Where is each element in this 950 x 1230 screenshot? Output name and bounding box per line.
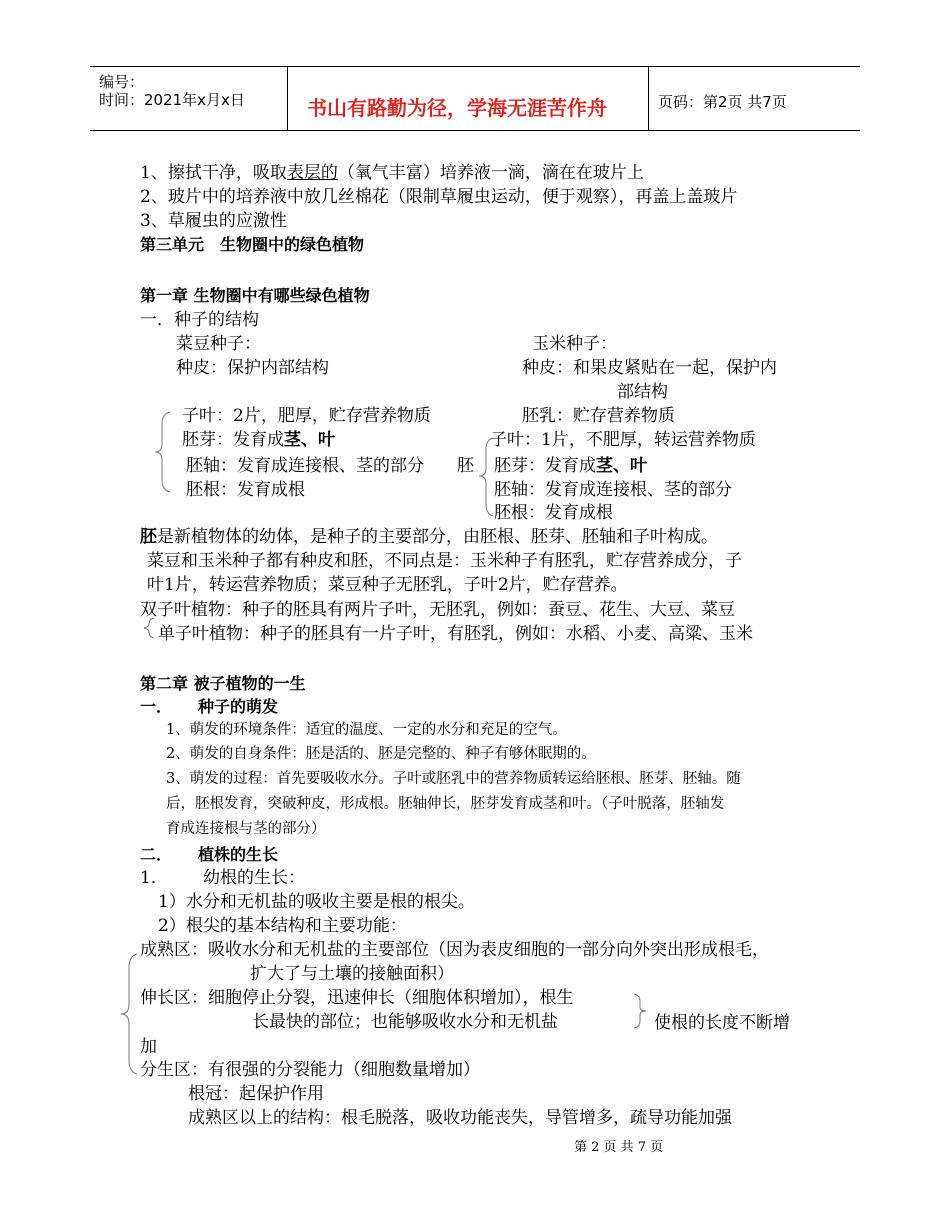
bean-seed-coat: 种皮：保护内部结构 bbox=[176, 358, 329, 378]
header-divider-left bbox=[287, 66, 288, 130]
embryo-definition-bold: 胚 bbox=[140, 527, 157, 547]
chapter1-title: 第一章 生物圈中有哪些绿色植物 bbox=[140, 286, 370, 305]
footer-page-number: 第 2 页 共 7 页 bbox=[574, 1140, 664, 1155]
corn-seed-title: 玉米种子： bbox=[532, 334, 617, 354]
dicot-line: 双子叶植物：种子的胚具有两片子叶，无胚乳，例如：蚕豆、花生、大豆、菜豆 bbox=[140, 600, 735, 620]
root-absorption: 1）水分和无机盐的吸收主要是根的根尖。 bbox=[158, 892, 475, 912]
root-zone-brace bbox=[118, 952, 140, 1076]
intro-line-2: 2、玻片中的培养液中放几丝棉花（限制草履虫运动，便于观察），再盖上盖玻片 bbox=[140, 187, 738, 207]
comparison-line-1: 菜豆和玉米种子都有种皮和胚，不同点是：玉米种子有胚乳，贮存营养成分，子 bbox=[147, 551, 742, 571]
corn-embryo-brace bbox=[476, 436, 496, 518]
germination-process-2: 后，胚根发育，突破种皮，形成根。胚轴伸长，胚芽发育成茎和叶。（子叶脱落，胚轴发 bbox=[166, 796, 725, 812]
bean-hypocotyl: 胚轴：发育成连接根、茎的部分 bbox=[186, 456, 424, 476]
comparison-line-2: 叶1片，转运营养物质；菜豆种子无胚乳，子叶2片，贮存营养。 bbox=[147, 575, 628, 595]
germination-process-3: 育成连接根与茎的部分） bbox=[166, 821, 326, 837]
corn-plumule-a: 胚芽：发育成 bbox=[494, 456, 596, 476]
growth-title: 植株的生长 bbox=[198, 845, 279, 864]
germination-env: 1、萌发的环境条件：适宜的温度、一定的水分和充足的空气。 bbox=[166, 722, 567, 738]
zone-note-2: 加 bbox=[140, 1037, 157, 1057]
header-divider-right bbox=[648, 66, 649, 130]
corn-endosperm: 胚乳：贮存营养物质 bbox=[522, 406, 675, 426]
germination-title: 种子的萌发 bbox=[198, 697, 279, 716]
intro-line-3: 3、草履虫的应激性 bbox=[140, 211, 287, 231]
zone-mature-1: 成熟区：吸收水分和无机盐的主要部位（因为表皮细胞的一部分向外突出形成根毛， bbox=[140, 940, 769, 960]
germination-title-num: 一． bbox=[140, 697, 173, 716]
monocot-line: 单子叶植物：种子的胚具有一片子叶，有胚乳，例如：水稻、小麦、高粱、玉米 bbox=[158, 624, 753, 644]
chapter2-title: 第二章 被子植物的一生 bbox=[140, 674, 306, 693]
intro-line-1 bbox=[140, 163, 644, 183]
unit3-title: 第三单元 生物圈中的绿色植物 bbox=[140, 235, 365, 254]
bean-radicle: 胚根：发育成根 bbox=[186, 480, 305, 500]
corn-hypocotyl: 胚轴：发育成连接根、茎的部分 bbox=[494, 480, 732, 500]
zone-note-1: 使根的长度不断增 bbox=[654, 1013, 790, 1033]
root-growth-title: 幼根的生长： bbox=[203, 868, 305, 888]
above-mature-zone: 成熟区以上的结构：根毛脱落，吸收功能丧失，导管增多，疏导功能加强 bbox=[188, 1108, 732, 1128]
intro-line-1-b: （氧气丰富）培养液一滴，滴在在玻片上 bbox=[337, 163, 644, 183]
corn-plumule-b: 茎、叶 bbox=[596, 456, 647, 476]
corn-cotyledon: 子叶：1片，不肥厚，转运营养物质 bbox=[490, 430, 756, 450]
plant-type-brace bbox=[140, 616, 156, 640]
zone-elongation-1: 伸长区：细胞停止分裂，迅速伸长（细胞体积增加），根生 bbox=[140, 988, 574, 1008]
header-page-label: 页码：第2页 共7页 bbox=[658, 93, 787, 111]
bean-embryo-label: 胚 bbox=[457, 456, 474, 476]
germination-self: 2、萌发的自身条件：胚是活的、胚是完整的、种子有够休眠期的。 bbox=[166, 746, 596, 762]
bean-plumule-a: 胚芽：发育成 bbox=[182, 430, 284, 450]
embryo-definition-text: 是新植物体的幼体，是种子的主要部分，由胚根、胚芽、胚轴和子叶构成。 bbox=[157, 527, 718, 547]
root-cap: 根冠：起保护作用 bbox=[188, 1084, 324, 1104]
header-bottom-rule bbox=[90, 130, 860, 131]
bean-cotyledon: 子叶：2片，肥厚，贮存营养物质 bbox=[182, 406, 431, 426]
header-motto: 书山有路勤为径，学海无涯苦作舟 bbox=[307, 96, 607, 120]
embryo-definition bbox=[140, 527, 718, 547]
header-number-label: 编号： bbox=[99, 73, 145, 91]
zone-elongation-2: 长最快的部位；也能够吸收水分和无机盐 bbox=[252, 1012, 558, 1032]
corn-plumule bbox=[494, 456, 647, 476]
bean-seed-title: 菜豆种子： bbox=[176, 334, 261, 354]
seed-structure-heading: 一．种子的结构 bbox=[140, 310, 259, 330]
bean-plumule bbox=[182, 430, 335, 450]
intro-line-1-underlined: 表层的 bbox=[286, 163, 338, 183]
intro-line-1-a: 1、擦拭干净，吸取 bbox=[140, 163, 287, 183]
header-top-rule bbox=[90, 66, 860, 67]
corn-radicle: 胚根：发育成根 bbox=[494, 503, 613, 523]
header-time-label: 时间：2021年x月x日 bbox=[99, 91, 245, 109]
root-tip-structure: 2）根尖的基本结构和主要功能： bbox=[158, 916, 407, 936]
bean-plumule-b: 茎、叶 bbox=[284, 430, 335, 450]
elongation-brace bbox=[632, 992, 650, 1030]
growth-title-num: 二． bbox=[140, 845, 173, 864]
zone-mature-2: 扩大了与土壤的接触面积） bbox=[250, 964, 454, 984]
corn-seed-coat-1: 种皮：和果皮紧贴在一起，保护内 bbox=[522, 358, 777, 378]
corn-seed-coat-2: 部结构 bbox=[617, 382, 668, 402]
bean-embryo-brace bbox=[152, 410, 174, 494]
germination-process-1: 3、萌发的过程：首先要吸收水分。子叶或胚乳中的营养物质转运给胚根、胚芽、胚轴。随 bbox=[166, 771, 741, 787]
zone-division: 分生区：有很强的分裂能力（细胞数量增加） bbox=[140, 1060, 480, 1080]
root-growth-num: 1． bbox=[140, 868, 168, 888]
